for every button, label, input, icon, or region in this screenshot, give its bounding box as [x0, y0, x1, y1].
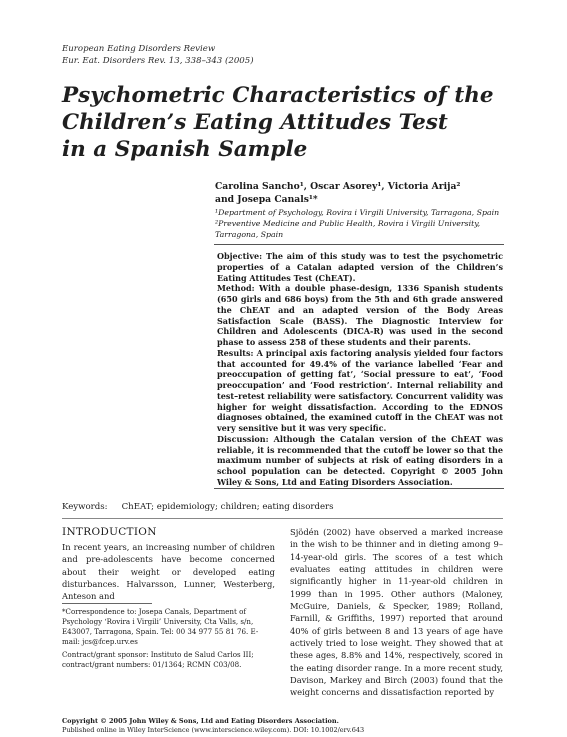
page-footer	[62, 717, 364, 735]
journal-header	[62, 43, 254, 67]
intro-right-column: Sjödén (2002) have observed a marked increase in the wish to be thinner and in dieting among 9–14-year-old girls. The scores of a test which evaluates eating attitudes in children were significantly higher in 11-year-old children in 1999 than in 1995. Other authors (Maloney, McGuire, Daniels, & Specker, 1989; Rolland, Farnill, & Griffiths, 1997) reported that around 40% of girls between 8 and 13 years of age have actively tried to lose weight. They showed that at these ages, 8.8% and 14%, respectively, scored in the eating disorder range. In a more recent study, Davison, Markey and Birch (2003) found that the weight concerns and dissatisfaction reported by	[290, 527, 503, 698]
grant-note: Contract/grant sponsor: Instituto de Salud Carlos III; contract/grant numbers: 01/1364; RCMN C03/08.	[62, 650, 254, 669]
keywords-rule	[62, 518, 503, 519]
title-line-2: Children’s Eating Attitudes Test	[62, 110, 448, 135]
journal-name: European Eating Disorders Review	[62, 44, 216, 54]
article-title	[62, 82, 532, 163]
keywords-label: Keywords:	[62, 502, 108, 512]
authors-line-1: Carolina Sancho¹, Oscar Asorey¹, Victoria Arija²	[215, 181, 461, 192]
keywords-text: ChEAT; epidemiology; children; eating disorders	[121, 502, 334, 512]
title-line-3: in a Spanish Sample	[62, 137, 308, 162]
affiliations	[215, 207, 515, 241]
affiliation-2-cont: Tarragona, Spain	[215, 230, 284, 240]
section-heading-introduction: INTRODUCTION	[62, 526, 157, 538]
abstract-method: Method: With a double phase-design, 1336 Spanish students (650 girls and 686 boys) from the 5th and 6th grade answered the ChEAT and an adapted version of the Body Areas Satisfaction Scale (BASS). The Diagnostic Interview for Children and Adolescents (DICA-R) was used in the second phase to assess 258 of these students and their parents.	[217, 283, 503, 347]
abstract-bottom-rule	[214, 488, 504, 489]
abstract	[217, 251, 503, 488]
footnote-rule	[62, 603, 152, 604]
abstract-top-rule	[214, 244, 504, 245]
authors-line-2: and Josepa Canals¹*	[215, 194, 318, 205]
footnotes	[62, 607, 276, 673]
title-line-1: Psychometric Characteristics of the	[62, 83, 494, 108]
affiliation-1: ¹Department of Psychology, Rovira i Virgili University, Tarragona, Spain	[215, 208, 500, 217]
published-online-line: Published online in Wiley InterScience (www.interscience.wiley.com). DOI: 10.1002/erv.643	[62, 726, 365, 734]
copyright-line: Copyright © 2005 John Wiley & Sons, Ltd and Eating Disorders Association.	[62, 717, 339, 725]
affiliation-2: ²Preventive Medicine and Public Health, Rovira i Virgili University,	[215, 219, 481, 229]
journal-citation: Eur. Eat. Disorders Rev. 13, 338–343 (2005)	[62, 56, 254, 66]
abstract-objective: Objective: The aim of this study was to test the psychometric properties of a Catalan adapted version of the Children’s Eating Attitudes Test (ChEAT).	[217, 251, 503, 283]
intro-left-column: In recent years, an increasing number of children and pre-adolescents have become concerned about their weight or developed eating disturbances. Halvarsson, Lunner, Westerberg, Anteson and	[62, 542, 275, 602]
correspondence-note: *Correspondence to: Josepa Canals, Department of Psychology ‘Rovira i Virgili’ University, Cta Valls, s/n, E43007, Tarragona, Spain. Tel: 00 34 977 55 81 76. E-mail: jcs@fcep.urv.es	[62, 607, 259, 646]
abstract-discussion: Discussion: Although the Catalan version of the ChEAT was reliable, it is recommended that the cutoff be lower so that the maximum number of subjects at risk of eating disorders in a school population can be detected. Copyright © 2005 John Wiley & Sons, Ltd and Eating Disorders Association.	[217, 433, 503, 487]
abstract-results: Results: A principal axis factoring analysis yielded four factors that accounted for 49.4% of the variance labelled ‘Fear and preoccupation of getting fat’, ‘Social pressure to eat’, ‘Food preoccupation’ and ‘Food restriction’. Internal reliability and test–retest reliability were satisfactory. Concurrent validity was higher for weight dissatisfaction. According to the EDNOS diagnoses obtained, the examined cutoff in the ChEAT was not very sensitive but it was very specific.	[217, 347, 503, 433]
keywords	[62, 501, 334, 513]
author-list	[215, 180, 460, 206]
